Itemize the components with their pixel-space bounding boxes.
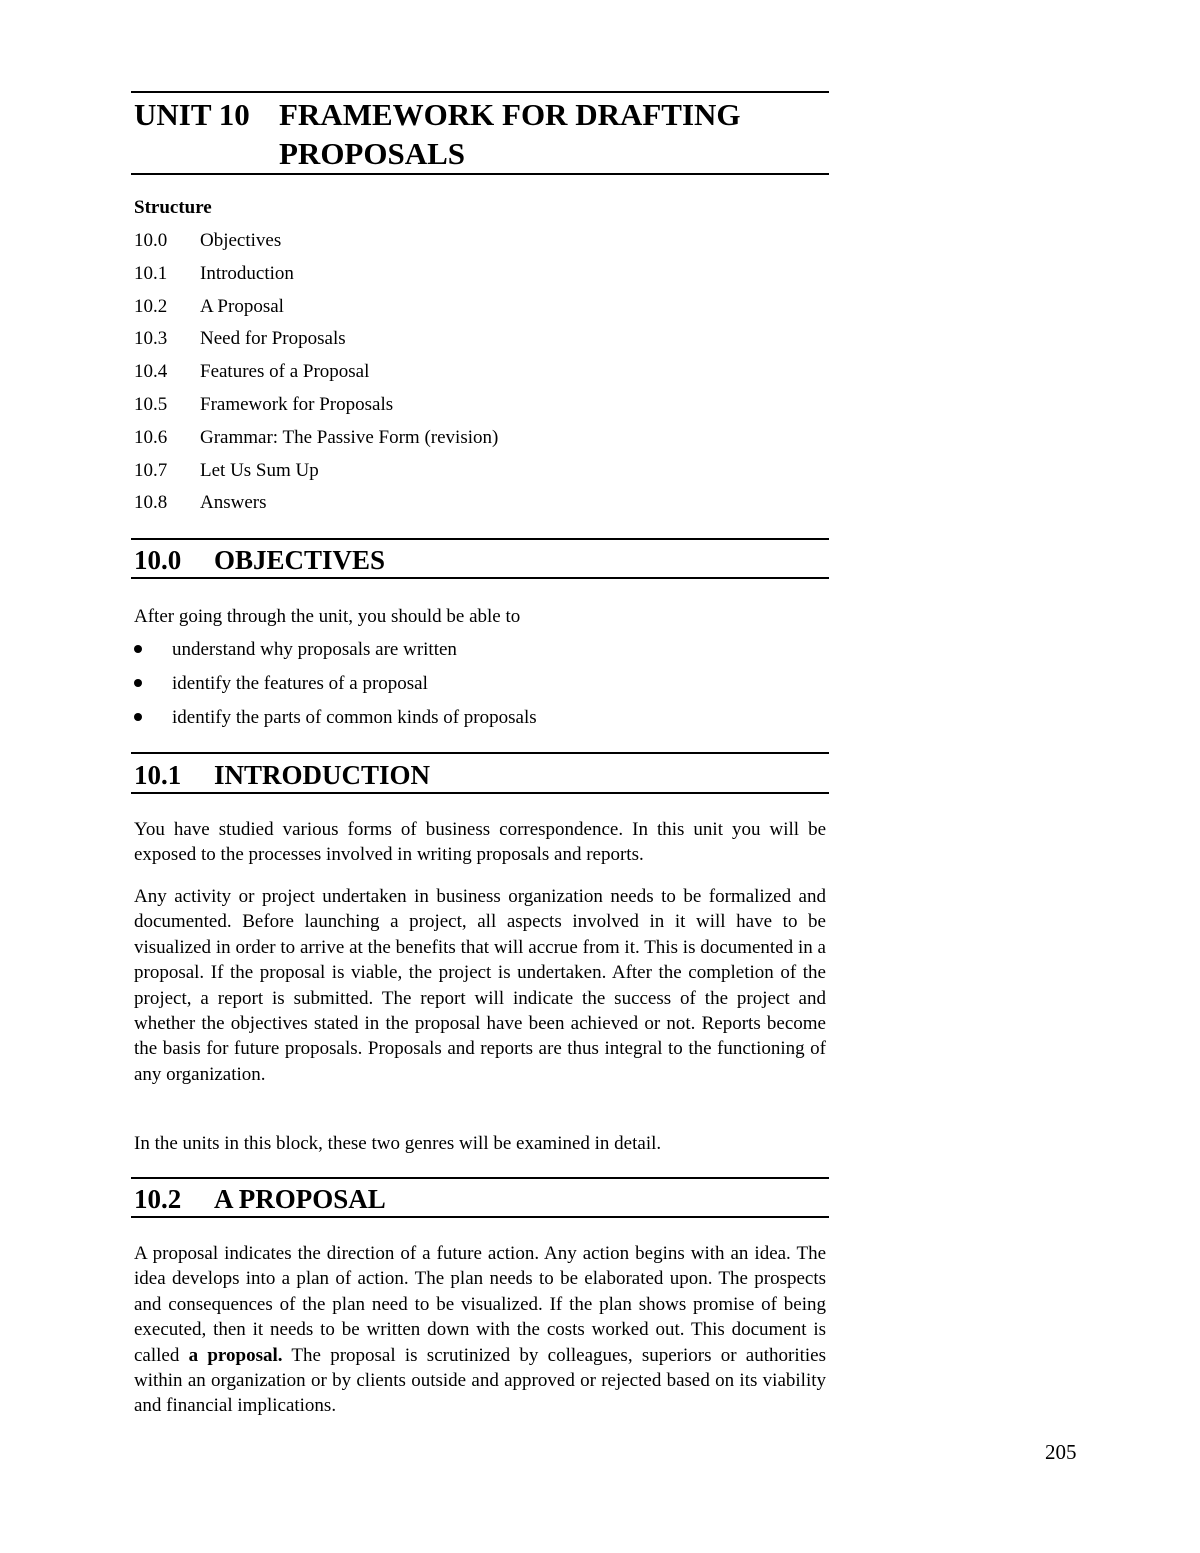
bold-term: a proposal. [188,1344,283,1366]
objectives-list [134,636,537,738]
toc-item: 10.2 A Proposal [134,295,284,317]
toc-item: 10.0 Objectives [134,230,282,251]
structure-heading: Structure [134,197,212,218]
toc-item: 10.7 Let Us Sum Up [134,459,319,481]
toc-item: 10.3 Need for Proposals [134,328,346,350]
introduction-paragraph-1: You have studied various forms of business correspondence. In this unit you will be exposed to the processes involved in writing proposals and reports. [134,819,826,866]
unit-title-line-1 [134,96,741,134]
bullet-icon [134,645,142,653]
bullet-icon [134,713,142,721]
toc-item: 10.8 Answers [134,492,267,514]
list-item: identify the features of a proposal [134,670,537,704]
toc-item: 10.6 Grammar: The Passive Form (revision) [134,426,499,448]
list-item: identify the parts of common kinds of proposals [134,704,537,738]
toc-item: 10.4 Features of a Proposal [134,361,370,383]
list-item: understand why proposals are written [134,636,537,670]
toc-item: 10.1 Introduction [134,262,294,284]
unit-title-text-1: FRAMEWORK FOR DRAFTING [279,97,741,132]
objectives-intro: After going through the unit, you should be able to [134,606,521,627]
page-number: 205 [1045,1440,1077,1464]
title-bottom-rule [131,173,829,175]
unit-number: UNIT 10 [134,97,250,132]
proposal-heading: 10.2 A PROPOSAL [134,1184,386,1214]
structure-list [134,227,498,522]
toc-item: 10.5 Framework for Proposals [134,393,394,415]
proposal-top-rule [131,1177,829,1179]
objectives-heading: 10.0 OBJECTIVES [134,545,386,575]
bullet-icon [134,679,142,687]
introduction-paragraph-3: In the units in this block, these two genres will be examined in detail. [134,1133,662,1154]
introduction-top-rule [131,752,829,754]
introduction-paragraph-2: Any activity or project undertaken in business organization needs to be formalized and documented. Before launching a project, all aspects involved in it will have to be visualized in order to arrive at the benefits that will accrue from it. This is documented in a proposal. If the proposal is viable, the project is undertaken. After the completion of the project, a report is submitted. The report will indicate the success of the project and whether the objectives stated in the proposal have been achieved or not. Reports become the basis for future proposals. Proposals and reports are thus integral to the functioning of any organization. [134,886,826,1085]
unit-title-line-2 [134,135,465,173]
introduction-heading: 10.1 INTRODUCTION [134,760,431,790]
introduction-bottom-rule [131,792,829,794]
unit-title-text-2: PROPOSALS [279,136,466,171]
proposal-bottom-rule [131,1216,829,1218]
objectives-bottom-rule [131,577,829,579]
title-top-rule [131,91,829,93]
objectives-top-rule [131,538,829,540]
proposal-paragraph-1: A proposal indicates the direction of a future action. Any action begins with an idea. The idea develops into a plan of action. The plan needs to be elaborated upon. The prospects and consequences of the plan need to be visualized. If the plan shows promise of being executed, then it needs to be written down with the costs worked out. This document is called a proposal. The proposal is scrutinized by colleagues, superiors or authorities within an organization or by clients outside and approved or rejected based on its viability and financial implications. [134,1243,826,1417]
